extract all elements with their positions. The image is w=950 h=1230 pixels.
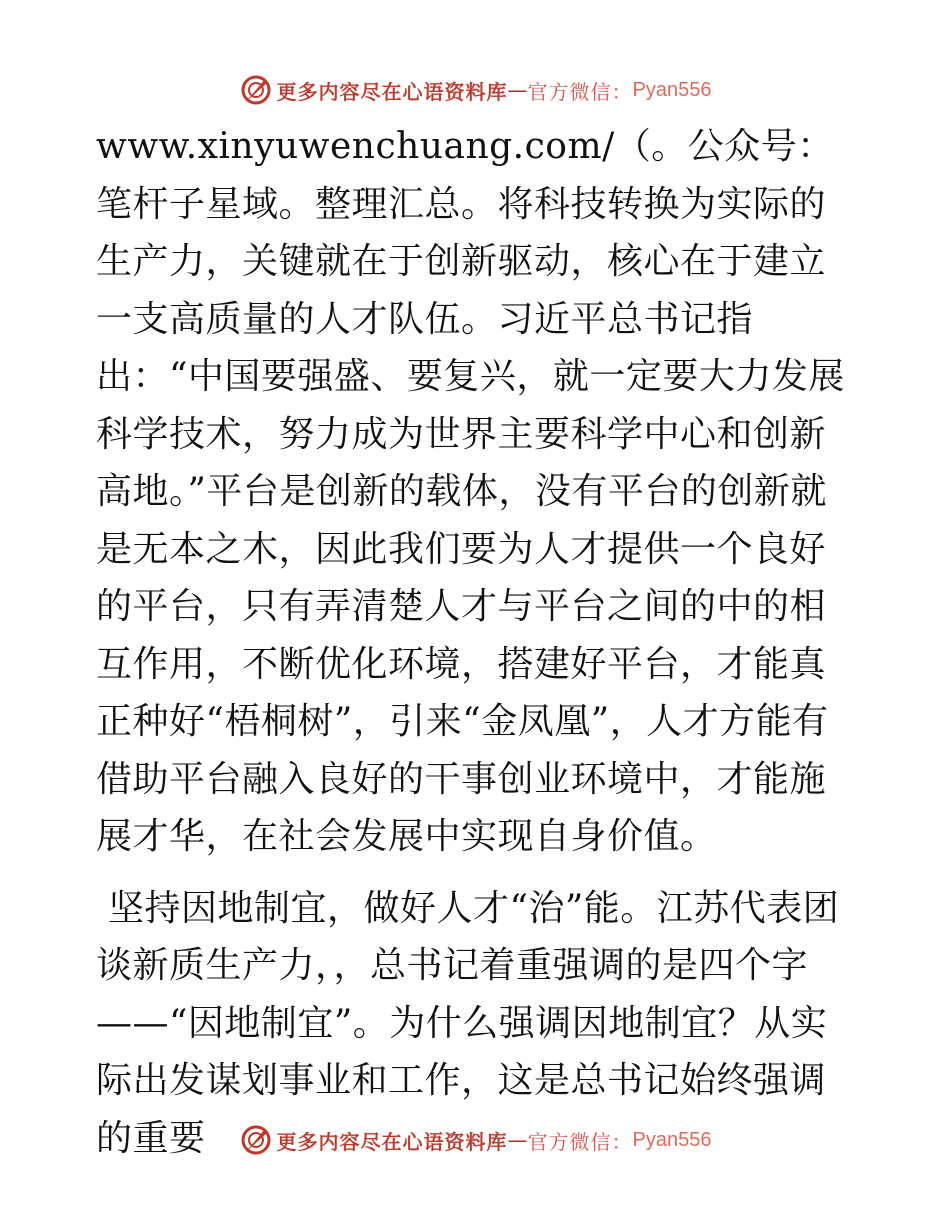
quill-logo-icon [239, 73, 273, 107]
body-paragraph-2: 坚持因地制宜，做好人才“治”能。江苏代表团谈新质生产力，，总书记着重强调的是四个字——“因地制宜”。为什么强调因地制宜？从实际出发谋划事业和工作，这是总书记始终强调的重要 [96, 887, 840, 1159]
banner-wechat-id: Pyan556 [632, 78, 712, 101]
banner-dash: — [507, 1128, 528, 1152]
banner-wechat-label: 官方微信： [527, 1129, 633, 1154]
body-paragraph-1: www.xinyuwenchuang.com/（。公众号：笔杆子星域。整理汇总。将科技转换为实际的生产力，关键就在于创新驱动，核心在于建立一支高质量的人才队伍。习近平总书记指出：“中国要强盛、要复兴，就一定要大力发展科学技术，努力成为世界主要科学中心和创新高地。”平台是创新的载体，没有平台的创新就是无本之木，因此我们要为人才提供一个良好的平台，只有弄清楚人才与平台之间的中的相互作用，不断优化环境，搭建好平台，才能真正种好“梧桐树”，引来“金凤凰”，人才方能有借助平台融入良好的干事创业环境中，才能施展才华，在社会发展中实现自身价值。 [96, 126, 845, 857]
banner-dash: — [507, 78, 528, 102]
banner-wechat-id: Pyan556 [632, 1128, 712, 1151]
banner-title: 更多内容尽在心语资料库 [276, 79, 508, 104]
document-body [96, 118, 856, 1167]
header-banner [0, 70, 950, 110]
footer-banner [0, 1120, 950, 1160]
quill-logo-icon [239, 1123, 273, 1157]
banner-title: 更多内容尽在心语资料库 [276, 1129, 508, 1154]
banner-wechat-label: 官方微信： [527, 79, 633, 104]
